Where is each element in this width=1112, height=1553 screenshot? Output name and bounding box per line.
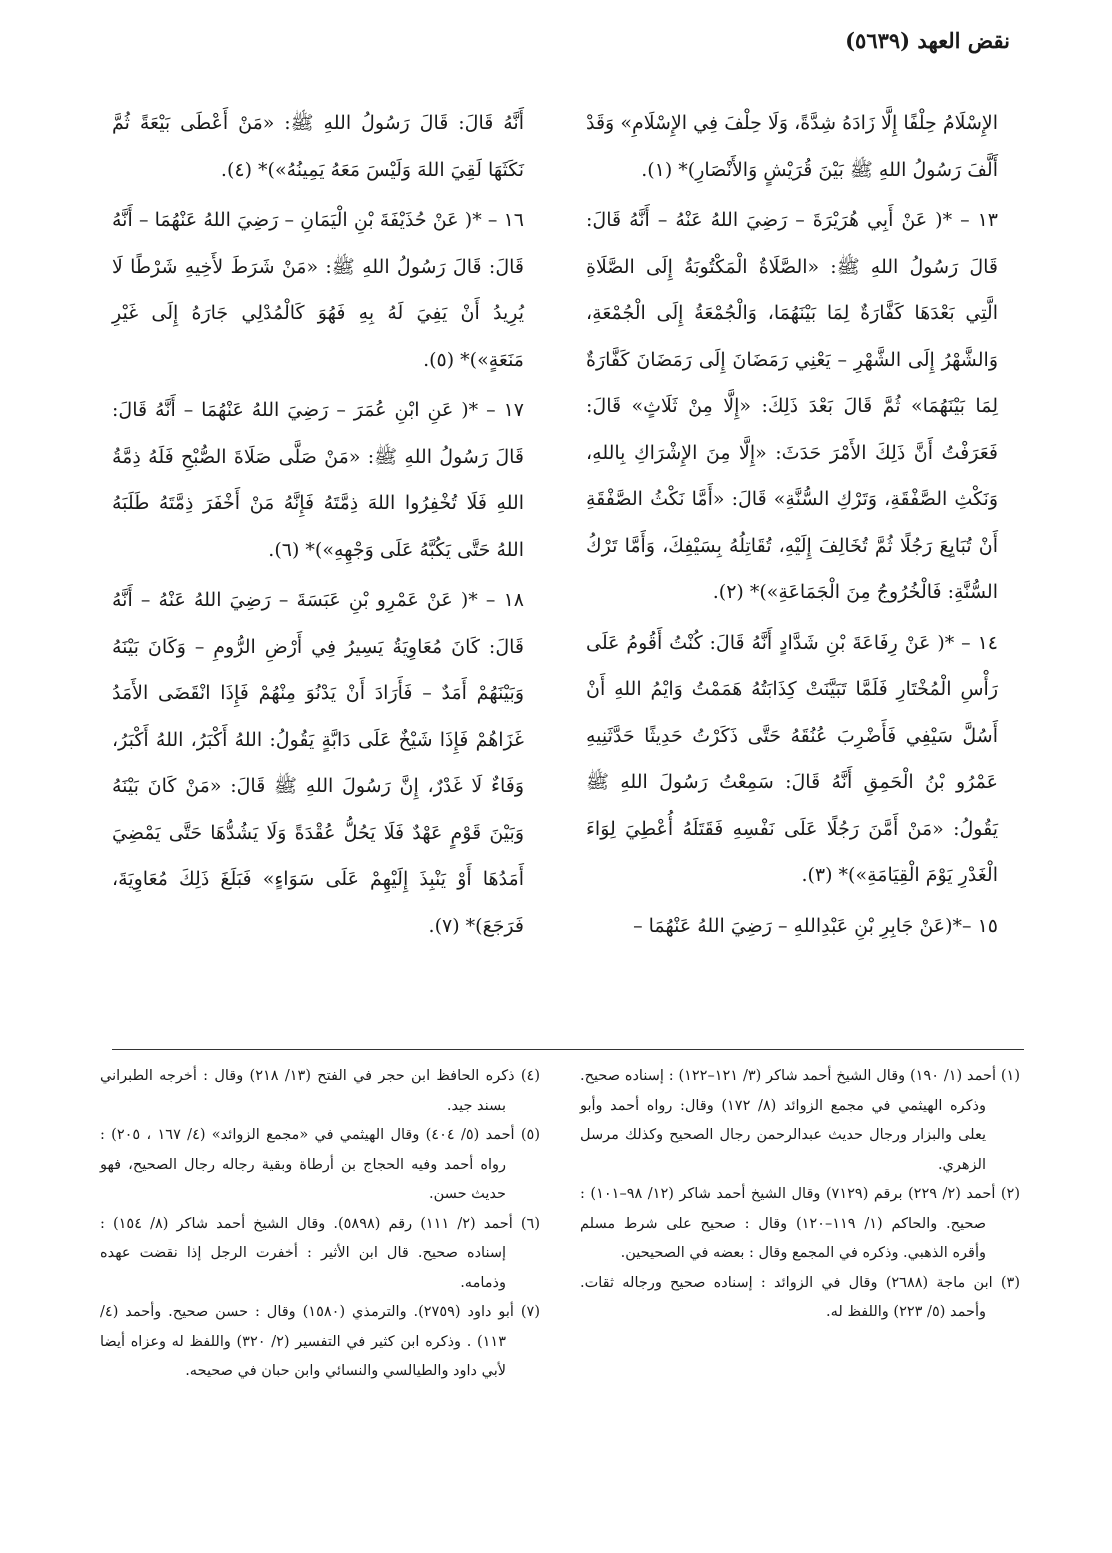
- left-text-column: [112, 100, 524, 953]
- paragraph-continuation: الإِسْلَامُ حِلْفًا إِلَّا زَادَهُ شِدَّةً، وَلَا حِلْفَ فِي الإِسْلَامِ» وَقَدْ أَلَّفَ رَسُولُ اللهِ ﷺ بَيْنَ قُرَيْشٍ وَالأَنْصَارِ)* (١).: [586, 112, 998, 181]
- footnote-2: (٢) أحمد (٢/ ٢٢٩) برقم (٧١٢٩) وقال الشيخ أحمد شاكر (١٢/ ٩٨–١٠١) : صحيح. والحاكم (١/ ١١٩–١٢٠) وقال : صحيح على شرط مسلم وأقره الذهبي. وذكره في المجمع وقال : بعضه في الصحيحين.: [580, 1186, 1020, 1261]
- hadith-15-end: أَنَّهُ قَالَ: قَالَ رَسُولُ اللهِ ﷺ: «مَنْ أَعْطَى بَيْعَةً ثُمَّ نَكَثَهَا لَقِيَ اللهَ وَلَيْسَ مَعَهُ يَمِينُهُ»)* (٤).: [112, 112, 524, 181]
- footnotes-right-column: [580, 1062, 1020, 1328]
- hadith-16: ١٦ – *( عَنْ حُذَيْفَةَ بْنِ الْيَمَانِ – رَضِيَ اللهُ عَنْهُمَا – أَنَّهُ قَالَ: قَالَ رَسُولُ اللهِ ﷺ: «مَنْ شَرَطَ لأَخِيهِ شَرْطًا لَا يُرِيدُ أَنْ يَفِيَ لَهُ بِهِ فَهُوَ كَالْمُدْلِي جَارَهُ إِلَى غَيْرِ مَنَعَةٍ»)* (٥).: [112, 209, 524, 371]
- footnote-4: (٤) ذكره الحافظ ابن حجر في الفتح (١٣/ ٢١٨) وقال : أخرجه الطبراني بسند جيد.: [100, 1068, 541, 1114]
- hadith-14: ١٤ – *( عَنْ رِفَاعَةَ بْنِ شَدَّادٍ أَنَّهُ قَالَ: كُنْتُ أَقُومُ عَلَى رَأْسِ الْمُخْتَارِ فَلَمَّا تَبَيَّنَتْ كِذَابَتُهُ هَمَمْتُ وَايْمُ اللهِ أَنْ أَسُلَّ سَيْفِي فَأَضْرِبَ عُنُقَهُ حَتَّى ذَكَرْتُ حَدِيثًا حَدَّثَنِيهِ عَمْرُو بْنُ الْحَمِقِ أَنَّهُ قَالَ: سَمِعْتُ رَسُولَ اللهِ ﷺ يَقُولُ: «مَنْ أَمَّنَ رَجُلًا عَلَى نَفْسِهِ فَقَتَلَهُ أُعْطِيَ لِوَاءَ الْغَدْرِ يَوْمَ الْقِيَامَةِ»)* (٣).: [586, 631, 998, 886]
- hadith-13: ١٣ – *( عَنْ أَبِي هُرَيْرَةَ – رَضِيَ اللهُ عَنْهُ – أَنَّهُ قَالَ: قَالَ رَسُولُ اللهِ ﷺ: «الصَّلَاةُ الْمَكْتُوبَةُ إِلَى الصَّلَاةِ الَّتِي بَعْدَهَا كَفَّارَةٌ لِمَا بَيْنَهُمَا، وَالْجُمْعَةُ إِلَى الْجُمْعَةِ، وَالشَّهْرُ إِلَى الشَّهْرِ – يَعْنِي رَمَضَانَ إِلَى رَمَضَانَ كَفَّارَةٌ لِمَا بَيْنَهُمَا» ثُمَّ قَالَ بَعْدَ ذَلِكَ: «إِلَّا مِنْ ثَلَاثٍ» قَالَ: فَعَرَفْتُ أَنَّ ذَلِكَ الأَمْرَ حَدَثَ: «إِلَّا مِنَ الإِشْرَاكِ بِاللهِ، وَنَكْثِ الصَّفْقَةِ، وَتَرْكِ السُّنَّةِ» قَالَ: «أَمَّا نَكْثُ الصَّفْقَةِ أَنْ تُبَايِعَ رَجُلًا ثُمَّ تُخَالِفَ إِلَيْهِ، تُقَاتِلُهُ بِسَيْفِكَ، وَأَمَّا تَرْكُ السُّنَّةِ: فَالْخُرُوجُ مِنَ الْجَمَاعَةِ»)* (٢).: [586, 209, 998, 603]
- footnote-6: (٦) أحمد (٢/ ١١١) رقم (٥٨٩٨). وقال الشيخ أحمد شاكر (٨/ ١٥٤) : إسناده صحيح. قال ابن الأثير : أخفرت الرجل إذا نقضت عهده وذمامه.: [100, 1215, 540, 1291]
- footnote-1: (١) أحمد (١/ ١٩٠) وقال الشيخ أحمد شاكر (٣/ ١٢١–١٢٢) : إسناده صحيح. وذكره الهيثمي في مجمع الزوائد (٨/ ١٧٢) وقال: رواه أحمد وأبو يعلى والبزار ورجال حديث عبدالرحمن رجال الصحيح وكذلك مرسل الزهري.: [580, 1068, 1020, 1173]
- footnotes-left-column: [100, 1062, 540, 1387]
- right-text-column: [586, 100, 998, 953]
- running-header: نقض العهد (٥٦٣٩): [845, 28, 1010, 53]
- hadith-17: ١٧ – *( عَنِ ابْنِ عُمَرَ – رَضِيَ اللهُ عَنْهُمَا – أَنَّهُ قَالَ: قَالَ رَسُولُ اللهِ ﷺ: «مَنْ صَلَّى صَلَاةَ الصُّبْحِ فَلَهُ ذِمَّةُ اللهِ فَلَا تُخْفِرُوا اللهَ ذِمَّتَهُ فَإِنَّهُ مَنْ أَخْفَرَ ذِمَّتَهُ طَلَبَهُ اللهُ حَتَّى يَكُبَّهُ عَلَى وَجْهِهِ»)* (٦).: [112, 399, 524, 561]
- footnote-separator: [112, 1049, 1024, 1050]
- hadith-18: ١٨ – *( عَنْ عَمْرِو بْنِ عَبَسَةَ – رَضِيَ اللهُ عَنْهُ – أَنَّهُ قَالَ: كَانَ مُعَاوِيَةُ يَسِيرُ فِي أَرْضِ الرُّومِ – وَكَانَ بَيْنَهُ وَبَيْنَهُمْ أَمَدٌ – فَأَرَادَ أَنْ يَدْنُوَ مِنْهُمْ فَإِذَا انْقَضَى الأَمَدُ غَزَاهُمْ فَإِذَا شَيْخٌ عَلَى دَابَّةٍ يَقُولُ: اللهُ أَكْبَرُ، اللهُ أَكْبَرُ، وَفَاءٌ لَا غَدْرٌ، إِنَّ رَسُولَ اللهِ ﷺ قَالَ: «مَنْ كَانَ بَيْنَهُ وَبَيْنَ قَوْمٍ عَهْدٌ فَلَا يَحُلُّ عُقْدَةً وَلَا يَشُدُّهَا حَتَّى يَمْضِيَ أَمَدُهَا أَوْ يَنْبِذَ إِلَيْهِمْ عَلَى سَوَاءٍ» فَبَلَغَ ذَلِكَ مُعَاوِيَةَ، فَرَجَعَ)* (٧).: [112, 589, 524, 937]
- footnote-3: (٣) ابن ماجة (٢٦٨٨) وقال في الزوائد : إسناده صحيح ورجاله ثقات. وأحمد (٥/ ٢٢٣) واللفظ له.: [580, 1274, 1020, 1320]
- hadith-15-start: ١٥ –*(عَنْ جَابِرِ بْنِ عَبْدِاللهِ – رَضِيَ اللهُ عَنْهُمَا –: [633, 914, 998, 937]
- footnote-7: (٧) أبو داود (٢٧٥٩). والترمذي (١٥٨٠) وقال : حسن صحيح. وأحمد (٤/ ١١٣) . وذكره ابن كثير في التفسير (٢/ ٣٢٠) واللفظ له وعزاه أيضا لأبي داود والطيالسي والنسائي وابن حبان في صحيحه.: [100, 1304, 540, 1379]
- footnote-5: (٥) أحمد (٥/ ٤٠٤) وقال الهيثمي في «مجمع الزوائد» (٤/ ١٦٧ ، ٢٠٥) : رواه أحمد وفيه الحجاج بن أرطاة وبقية رجاله رجال الصحيح، فهو حديث حسن.: [100, 1127, 540, 1202]
